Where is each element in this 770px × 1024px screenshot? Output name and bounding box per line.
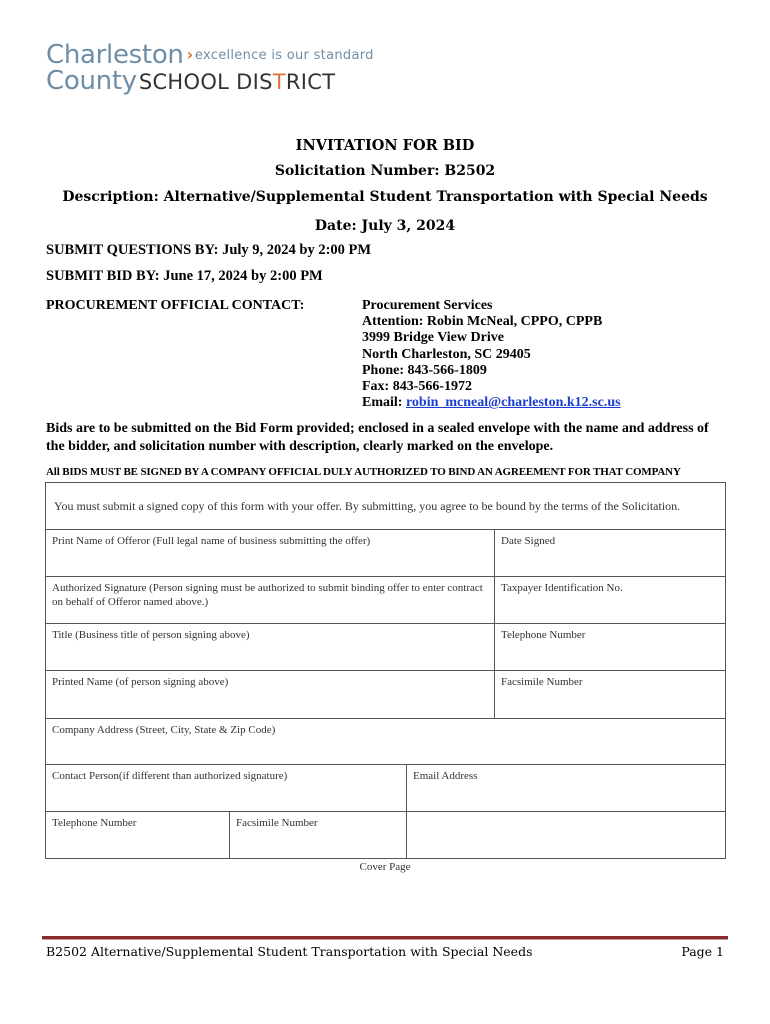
chevron-right-icon: › <box>186 45 193 64</box>
bid-signature-form <box>45 482 726 859</box>
contact-facsimile-field[interactable]: Facsimile Number <box>230 811 407 858</box>
page-title: INVITATION FOR BID <box>295 137 475 154</box>
contact-line: Fax: 843-566-1972 <box>362 379 473 395</box>
contact-block <box>362 298 621 411</box>
page-number: Page 1 <box>681 944 724 959</box>
cover-page-label: Cover Page <box>359 861 411 873</box>
submit-questions-deadline: SUBMIT QUESTIONS BY: July 9, 2024 by 2:00 PM <box>46 242 372 258</box>
blank-cell[interactable] <box>407 811 725 858</box>
contact-person-field[interactable]: Contact Person(if different than authorized signature) <box>46 764 407 811</box>
form-intro: You must submit a signed copy of this form with your offer. By submitting, you agree to be bound by the terms of the Solicitation. <box>54 499 681 513</box>
signature-requirement-note: All BIDS MUST BE SIGNED BY A COMPANY OFFICIAL DULY AUTHORIZED TO BIND AN AGREEMENT FOR THAT COMPANY <box>46 466 681 478</box>
email-address-field[interactable]: Email Address <box>407 764 725 811</box>
contact-line: North Charleston, SC 29405 <box>362 346 531 362</box>
logo-charleston: Charleston <box>46 40 184 70</box>
facsimile-number-field[interactable]: Facsimile Number <box>495 670 725 718</box>
submit-bid-deadline: SUBMIT BID BY: June 17, 2024 by 2:00 PM <box>46 268 323 284</box>
print-name-field[interactable]: Print Name of Offeror (Full legal name of business submitting the offer) <box>46 529 495 576</box>
telephone-number-field[interactable]: Telephone Number <box>495 623 725 670</box>
contact-email-line: Email: robin_mcneal@charleston.k12.sc.us <box>362 395 621 411</box>
issue-date: Date: July 3, 2024 <box>314 218 456 234</box>
contact-line: Procurement Services <box>362 298 493 313</box>
description: Description: Alternative/Supplemental Student Transportation with Special Needs <box>62 189 708 205</box>
printed-name-field[interactable]: Printed Name (of person signing above) <box>46 670 495 718</box>
district-logo <box>46 40 374 100</box>
contact-label: PROCUREMENT OFFICIAL CONTACT: <box>46 298 305 313</box>
contact-line: Attention: Robin McNeal, CPPO, CPPB <box>362 314 603 330</box>
footer-document-title: B2502 Alternative/Supplemental Student Transportation with Special Needs <box>46 944 533 959</box>
taxpayer-id-field[interactable]: Taxpayer Identification No. <box>495 576 725 623</box>
bids-submission-note: Bids are to be submitted on the Bid Form provided; enclosed in a sealed envelope with the name and address of the bidder, and solicitation number with description, clearly marked on the envelope. <box>46 421 709 454</box>
contact-telephone-field[interactable]: Telephone Number <box>46 811 230 858</box>
logo-school-district: SCHOOL DISTRICT <box>138 70 336 94</box>
contact-email-link[interactable]: robin_mcneal@charleston.k12.sc.us <box>405 395 621 411</box>
company-address-field[interactable]: Company Address (Street, City, State & Zip Code) <box>46 718 725 764</box>
footer-divider <box>42 936 728 940</box>
solicitation-number: Solicitation Number: B2502 <box>274 163 496 179</box>
title-field[interactable]: Title (Business title of person signing above) <box>46 623 495 670</box>
logo-tagline: excellence is our standard <box>194 48 374 63</box>
logo-county: County <box>46 66 137 96</box>
contact-line: Phone: 843-566-1809 <box>362 362 487 378</box>
contact-line: 3999 Bridge View Drive <box>362 330 504 346</box>
date-signed-field[interactable]: Date Signed <box>495 529 725 576</box>
authorized-signature-field[interactable]: Authorized Signature (Person signing must be authorized to submit binding offer to enter contract on behalf of Offeror named above.) <box>46 576 495 623</box>
